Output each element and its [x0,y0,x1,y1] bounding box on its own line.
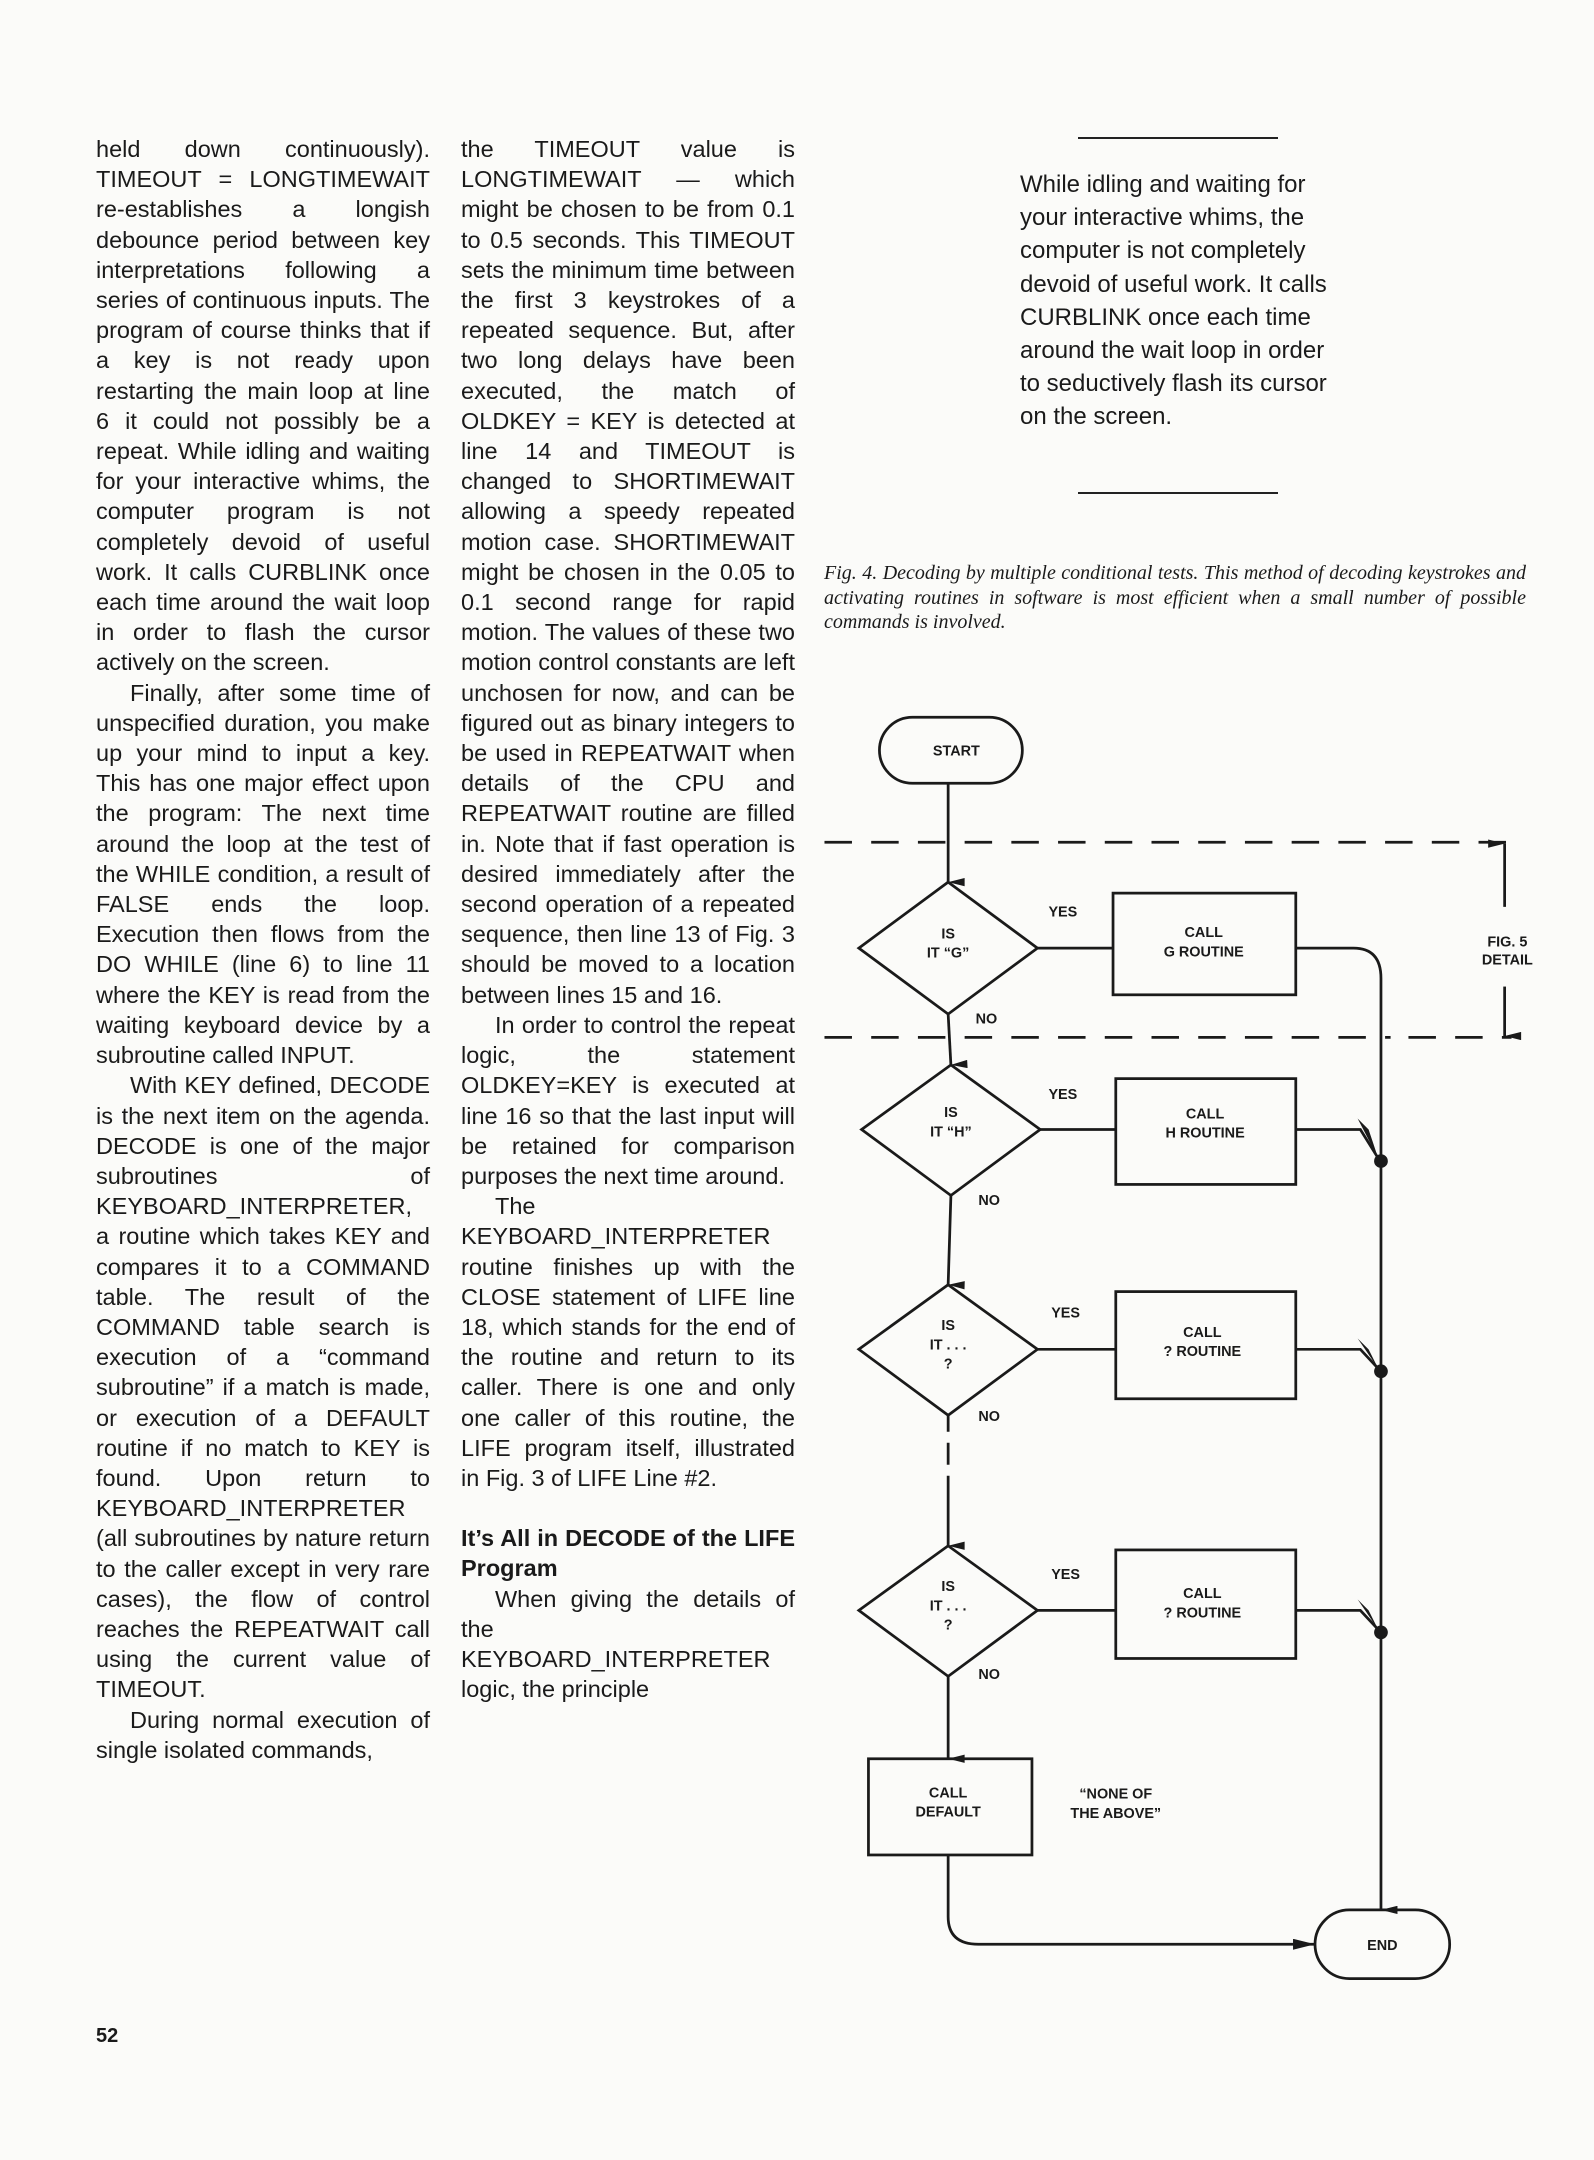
paragraph: With KEY defined, DECODE is the next item on the agenda. DECODE is one of the major subroutines of KEYBOARD_INTERPRETER, a routine which takes KEY and compares it to a COMMAND table. The result of the COMMAND table search is execution of a “command subroutine” if a match is made, or execution of a DEFAULT routine if no match to KEY is found. Upon return to KEYBOARD_INTERPRETER (all subroutines by nature return to the caller except in very rare cases), the flow of control reaches the REPEATWAIT call using the current value of TIMEOUT. [96,1072,430,1703]
decision-label: IT . . . [929,1598,967,1615]
yes-label: YES [1051,1305,1081,1322]
page-number: 52 [96,2025,119,2047]
no-label: NO [978,1667,1000,1684]
decision-label: IT . . . [929,1337,967,1354]
fig5-detail-label: DETAIL [1481,952,1533,969]
decision-label: IT “H” [930,1124,972,1141]
default-label: CALL [928,1785,968,1802]
routine-box-4 [1116,1550,1296,1659]
default-label: DEFAULT [915,1804,981,1821]
end-label: END [1367,1937,1398,1954]
yes-label: YES [1048,1087,1078,1104]
none-of-the-above-label: THE ABOVE” [1070,1805,1162,1822]
junction-dot [1374,1364,1388,1378]
paragraph: Finally, after some time of unspecified duration, you make up your mind to input a key. This has one major effect upon the program: The next time around the loop at the test of the WHILE condition, a result of FALSE ends the loop. Execution then flows from the DO WHILE (line 6) to line 11 where the KEY is read from the waiting keyboard device by a subroutine called INPUT. [96,679,430,1069]
decision-label: ? [943,1356,953,1373]
no-label: NO [975,1011,998,1028]
pull-quote: While idling and waiting for your interactive whims, the computer is not completely devoid of useful work. It calls CURBLINK once each time around the wait loop in order to seductively flash its cursor on the screen. [1020,171,1327,431]
paragraph: held down continuously). TIMEOUT = LONGTIMEWAIT re-establishes a longish debounce period between key interpretations following a series of continuous inputs. The program of course thinks that if a key is not ready upon restarting the main loop at line 6 it could not possibly be a repeat. While idling and waiting for your interactive whims, the computer program is not completely devoid of useful work. It calls CURBLINK once each time around the wait loop in order to flash the cursor actively on the screen. [96,136,430,676]
decision-label: ? [943,1617,953,1634]
routine-label: CALL [1183,1586,1222,1603]
routine-label: CALL [1185,1106,1225,1123]
decision-label: IS [941,1579,955,1596]
routine-label: G ROUTINE [1163,944,1244,961]
start-label: START [932,743,980,760]
junction-dot [1374,1625,1388,1639]
figure-caption: Fig. 4. Decoding by multiple conditional tests. This method of decoding keystrokes and activating routines in software is most efficient when a small number of possible commands is involved. [824,562,1526,633]
decision-label: IS [941,926,955,943]
decision-label: IS [941,1318,955,1335]
yes-label: YES [1051,1566,1081,1583]
none-of-the-above-label: “NONE OF [1079,1786,1153,1803]
paragraph: In order to control the repeat logic, the statement OLDKEY=KEY is executed at line 16 so that the last input will be retained for comparison purposes the next time around. [461,1011,795,1189]
decision-label: IS [944,1105,958,1122]
no-label: NO [978,1193,1000,1210]
routine-label: ? ROUTINE [1163,1605,1242,1622]
fig5-detail-label: FIG. 5 [1487,934,1528,951]
paragraph: The KEYBOARD_INTERPRETER routine finishes up with the CLOSE statement of LIFE line 18, which stands for the end of the routine and return to its caller. There is one and only one caller of this routine, the LIFE program itself, illustrated in Fig. 3 of LIFE Line #2. [461,1193,795,1491]
routine-label: CALL [1184,925,1223,942]
routine-label: ? ROUTINE [1163,1344,1242,1361]
yes-label: YES [1048,904,1078,921]
paragraph: During normal execution of single isolated commands, [96,1706,430,1763]
paragraph: the TIMEOUT value is LONGTIMEWAIT — which might be chosen to be from 0.1 to 0.5 seconds. This TIMEOUT sets the minimum time between the first 3 keystrokes of a repeated sequence. But, after two long delays have been executed, the match of OLDKEY = KEY is detected at line 14 and TIMEOUT is changed to SHORTIMEWAIT allowing a speedy repeated motion case. SHORTIMEWAIT might be chosen in the 0.05 to 0.1 second range for rapid motion. The values of these two motion control constants are left unchosen for now, and can be figured out as binary integers to be used in REPEATWAIT when details of the CPU and REPEATWAIT routine are filled in. Note that if fast operation is desired immediately after the second operation of a repeated sequence, then line 13 of Fig. 3 should be moved to a location between lines 15 and 16. [461,136,795,1008]
section-heading: It’s All in DECODE of the LIFE Program [461,1525,795,1582]
decision-label: IT “G” [926,945,970,962]
routine-label: CALL [1183,1324,1222,1341]
paragraph: When giving the details of the KEYBOARD_INTERPRETER logic, the principle [461,1585,795,1703]
no-label: NO [978,1408,1000,1425]
junction-dot [1374,1154,1388,1168]
routine-label: H ROUTINE [1165,1125,1245,1142]
